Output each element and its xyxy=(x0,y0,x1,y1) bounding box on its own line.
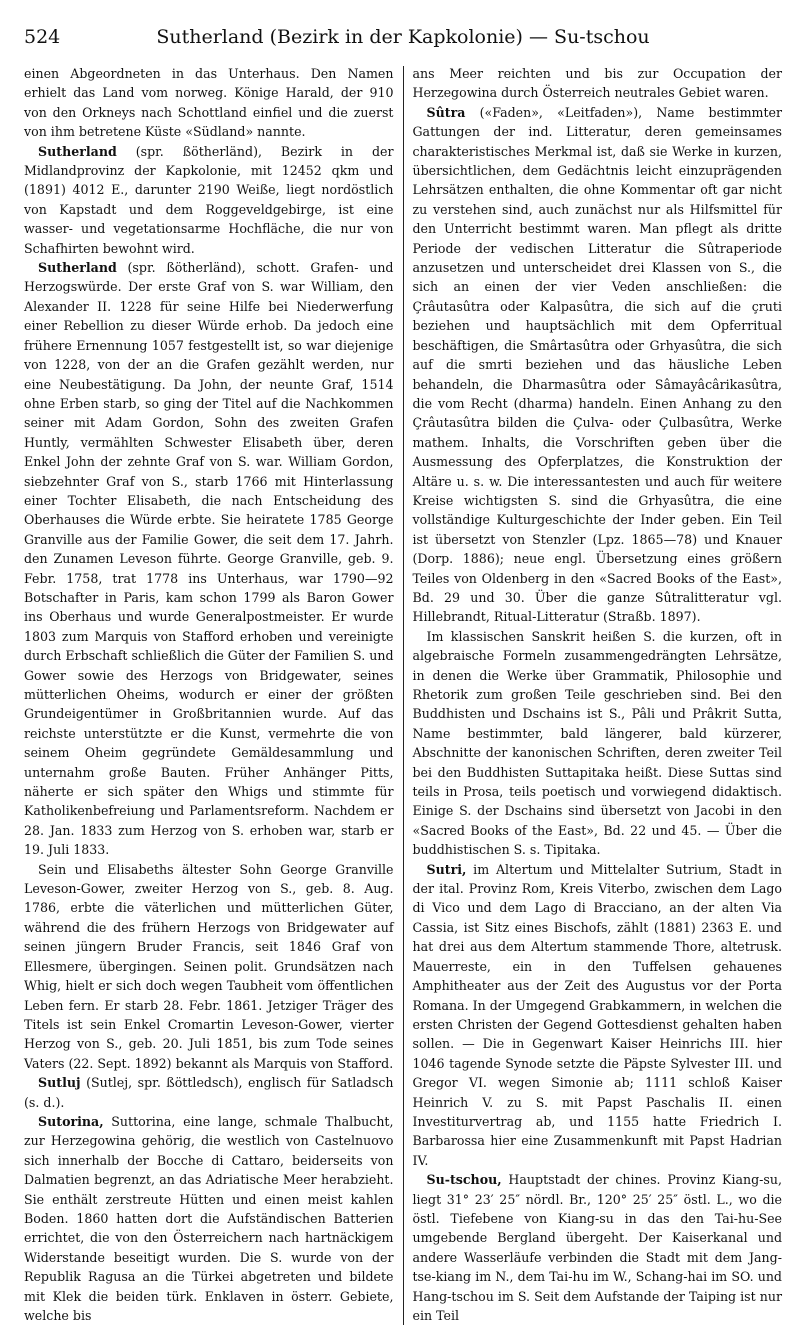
entry-headword: Sutri, xyxy=(426,861,467,877)
entry-paragraph: Sutherland (spr. ßötherländ), schott. Grafen- und Herzogswürde. Der erste Graf von S. war William, den Alexander II. 1228 für seine Hilfe bei Niederwerfung einer Rebellion zu dieser Würde erhob. Da jedoch eine frühere Ernennung 1057 festgestellt ist, so war diejenige von 1228, von der an die Grafen gezählt werden, nur eine Neubestätigung. Da John, der neunte Graf, 1514 ohne Erben starb, so ging der Titel auf die Nachkommen seiner mit Adam Gordon, Sohn des zweiten Grafen Huntly, vermählten Schwester Elisabeth über, deren Enkel John der zehnte Graf von S. war. William Gordon, siebzehnter Graf von S., starb 1766 mit Hinterlassung einer Tochter Elisabeth, die nach Entscheidung des Oberhauses die Würde erbte. Sie heiratete 1785 George Granville aus der Familie Gower, die seit dem 17. Jahrh. den Zunamen Leveson führte. George Granville, geb. 9. Febr. 1758, trat 1778 ins Unterhaus, war 1790—92 Botschafter in Paris, kam schon 1799 als Baron Gower ins Oberhaus und wurde Generalpostmeister. Er wurde 1803 zum Marquis von Stafford erhoben und vereinigte durch Erbschaft schließlich die Güter der Familien S. und Gower sowie des Herzogs von Bridgewater, seines mütterlichen Oheims, wodurch er einer der größten Grundeigentümer in Großbritannien wurde. Auf das reichste unterstützte er die Kunst, vermehrte die von seinem Oheim gegründete Gemäldesammlung und unternahm große Bauten. Früher Anhänger Pitts, näherte er sich später den Whigs und stimmte für Katholikenbefreiung und Parlamentsreform. Nachdem er 28. Jan. 1833 zum Herzog von S. erhoben war, starb er 19. Juli 1833. xyxy=(24,260,394,858)
entry-headword: Sutluj xyxy=(38,1075,81,1091)
entry-paragraph: Im klassischen Sanskrit heißen S. die kurzen, oft in algebraische Formeln zusammengedrängten Lehrsätze, in denen die Werke über Grammatik, Philosophie und Rhetorik zum großen Teile geschrieben sind. Bei den Buddhisten und Dschains ist S., Pâli und Prâkrit Sutta, Name bestimmter, bald längerer, bald kürzerer, Abschnitte der kanonischen Schriften, deren zweiter Teil bei den Buddhisten Suttapitaka heißt. Diese Suttas sind teils in Prosa, teils poetisch und vorwiegend didaktisch. Einige S. der Dschains sind übersetzt von Jacobi in den «Sacred Books of the East», Bd. 22 und 45. — Über die buddhistischen S. s. Tipitaka. xyxy=(412,628,782,858)
entry-headword: Sutorina, xyxy=(38,1113,104,1129)
entry-paragraph: Sutri, im Altertum und Mittelalter Sutrium, Stadt in der ital. Provinz Rom, Kreis Viterbo, zwischen dem Lago di Vico und dem Lago di Bracciano, an der alten Via Cassia, ist Sitz eines Bischofs, zählt (1881) 2363 E. und hat drei aus dem Altertum stammende Thore, altetrusk. Mauerreste, ein in den Tuffelsen gehauenes Amphitheater aus der Zeit des Augustus vor der Porta Romana. In der Umgegend Grabkammern, in welchen die ersten Christen der Gegend Gottesdienst gehalten haben sollen. — Die in Gegenwart Kaiser Heinrichs III. hier 1046 tagende Synode setzte die Päpste Sylvester III. und Gregor VI. wegen Simonie ab; 1111 schloß Kaiser Heinrich V. zu S. mit Papst Paschalis II. einen Investiturvertrag ab, und 1155 hatte Friedrich I. Barbarossa hier eine Zusammenkunft mit Papst Hadrian IV. xyxy=(412,861,782,1168)
running-title: Sutherland (Bezirk in der Kapkolonie) — Su-tschou xyxy=(156,26,650,48)
text-columns xyxy=(24,64,782,1325)
entry-paragraph: Sein und Elisabeths ältester Sohn George Granville Leveson-Gower, zweiter Herzog von S., geb. 8. Aug. 1786, erbte die väterlichen und mütterlichen Güter, während die des frühern Herzogs von Bridgewater auf seinen jüngern Bruder Francis, seit 1846 Graf von Ellesmere, übergingen. Seinen polit. Grundsätzen nach Whig, hielt er sich doch wegen Taubheit vom öffentlichen Leben fern. Er starb 28. Febr. 1861. Jetziger Träger des Titels ist sein Enkel Cromartin Leveson-Gower, vierter Herzog von S., geb. 20. Juli 1851, bis zum Tode seines Vaters (22. Sept. 1892) bekannt als Marquis von Stafford. xyxy=(24,861,394,1071)
entry-paragraph: Sutorina, Suttorina, eine lange, schmale Thalbucht, zur Herzegowina gehörig, die westlich von Castelnuovo sich innerhalb der Bocche di Cattaro, beiderseits von Dalmatien begrenzt, an das Adriatische Meer herabzieht. Sie enthält zerstreute Hütten und einen meist kahlen Boden. 1860 hatten dort die Aufständischen Batterien errichtet, die von den Österreichern nach hartnäckigem Widerstande beseitigt wurden. Die S. wurde von der Republik Ragusa an die Türkei abgetreten und bildete mit Klek die beiden türk. Enklaven in österr. Gebiete, welche bis xyxy=(24,1113,394,1323)
left-column xyxy=(24,64,394,1325)
entry-headword: Sutherland xyxy=(38,260,117,276)
entry-paragraph: Sutluj (Sutlej, spr. ßöttledsch), englisch für Satladsch (s. d.). xyxy=(24,1075,394,1110)
right-column xyxy=(413,64,783,1325)
entry-paragraph: Sutherland (spr. ßötherländ), Bezirk in der Midlandprovinz der Kapkolonie, mit 12452 qkm und (1891) 4012 E., darunter 2190 Weiße, liegt nordöstlich von Kapstadt und dem Roggeveldgebirge, ist eine wasser- und vegetationsarme Hochfläche, die nur von Schafhirten bewohnt wird. xyxy=(24,143,394,256)
entry-headword: Su-tschou, xyxy=(426,1172,502,1188)
page-number: 524 xyxy=(24,26,61,48)
page-header xyxy=(24,26,782,56)
entry-headword: Sutherland xyxy=(38,143,117,159)
entry-paragraph: Sûtra («Faden», «Leitfaden»), Name bestimmter Gattungen der ind. Litteratur, deren gemeinsames charakteristisches Merkmal ist, daß sie Werke in kurzen, übersichtlichen, dem Gedächtnis leicht einzuprägenden Lehrsätzen enthalten, die ohne Kommentar oft gar nicht zu verstehen sind, auch zunächst nur als Hilfsmittel für den Unterricht bestimmt waren. Man pflegt als dritte Periode der vedischen Litteratur die Sûtraperiode anzusetzen und unterscheidet drei Klassen von S., die sich an einen der vier Veden anschließen: die Çrâutasûtra oder Kalpasûtra, die sich auf die çruti beziehen und hauptsächlich mit dem Opferritual beschäftigen, die Smârtasûtra oder Grhyasûtra, die sich auf die smrti beziehen und das häusliche Leben behandeln, die Dharmasûtra oder Sâmayâcârikasûtra, die vom Recht (dharma) handeln. Einen Anhang zu den Çrâutasûtra bilden die Çulva- oder Çulbasûtra, Werke mathem. Inhalts, die Vorschriften geben über die Ausmessung des Opferplatzes, die Konstruktion der Altäre u. s. w. Die interessantesten und auch für weitere Kreise wichtigsten S. sind die Grhyasûtra, die eine vollständige Kulturgeschichte der Inder geben. Ein Teil ist übersetzt von Stenzler (Lpz. 1865—78) und Knauer (Dorp. 1886); neue engl. Übersetzung eines größern Teiles von Oldenberg in den «Sacred Books of the East», Bd. 29 und 30. Über die ganze Sûtralitteratur vgl. Hillebrandt, Ritual-Litteratur (Straßb. 1897). xyxy=(412,104,782,625)
entry-headword: Sûtra xyxy=(426,104,466,120)
column-divider xyxy=(403,66,404,1325)
entry-paragraph: Su-tschou, Hauptstadt der chines. Provinz Kiang-su, liegt 31° 23′ 25″ nördl. Br., 120° 25′ 25″ östl. L., wo die östl. Tiefebene von Kiang-su in das den Tai-hu-See umgebende Bergland übergeht. Der Kaiserkanal und andere Wasserläufe verbinden die Stadt mit dem Jang-tse-kiang im N., dem Tai-hu im W., Schang-hai im SO. und Hang-tschou im S. Seit dem Aufstande der Taiping ist nur ein Teil xyxy=(412,1172,782,1323)
entry-paragraph: ans Meer reichten und bis zur Occupation der Herzegowina durch Österreich neutrales Gebiet waren. xyxy=(412,66,782,101)
entry-paragraph: einen Abgeordneten in das Unterhaus. Den Namen erhielt das Land vom norweg. Könige Harald, der 910 von den Orkneys nach Schottland einfiel und die zuerst von ihm betretene Küste «Südland» nannte. xyxy=(24,66,394,140)
